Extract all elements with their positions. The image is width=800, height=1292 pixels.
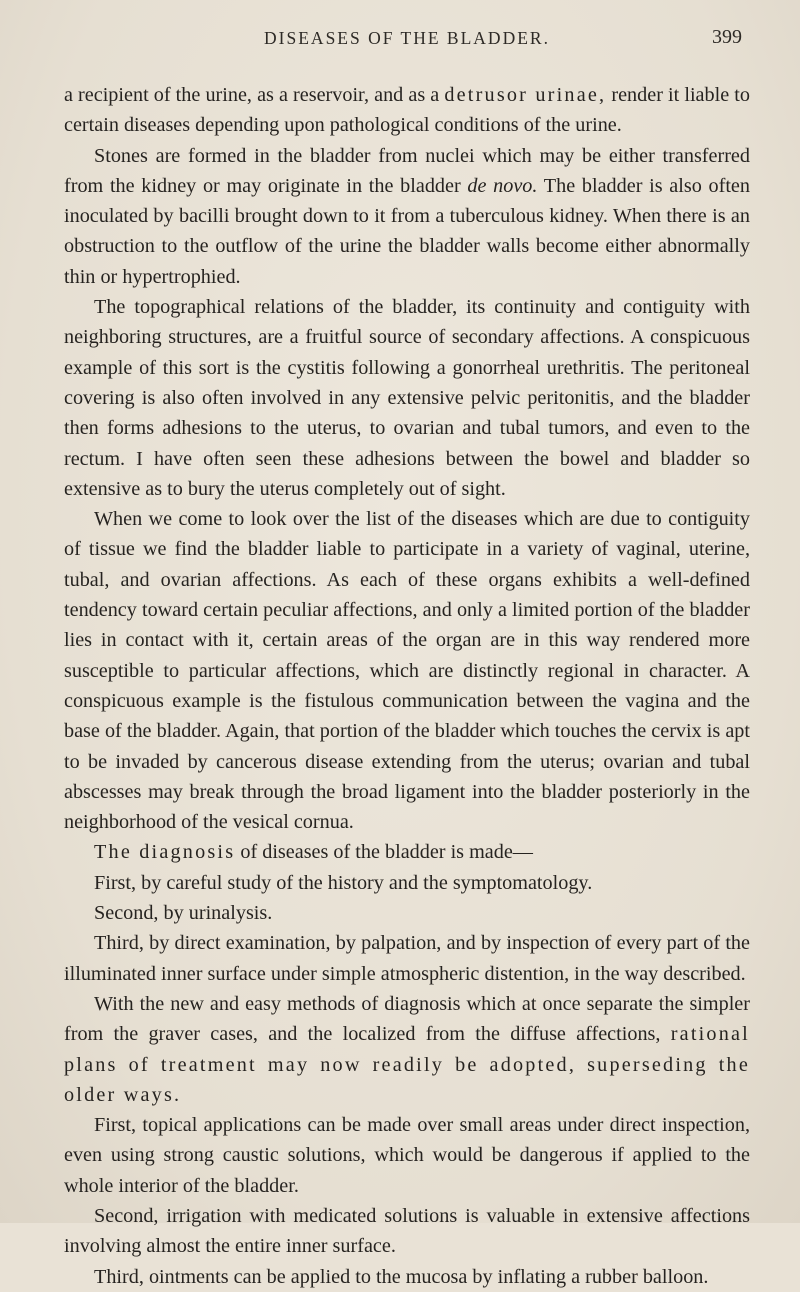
text-run: When we come to look over the list of the diseases which are due to contiguity of tissue we find the bladder liable to participate in a variety of vaginal, uterine, tubal, and ovarian affections. As each of these organs exhibits a well-defined tendency toward certain peculiar affections, and only a limited portion of the bladder lies in contact with it, certain areas of the organ are in this way rendered more susceptible to particular affections, which are distinctly regional in character. A conspicuous example is the fistulous communication between the vagina and the base of the bladder. Again, that portion of the bladder which touches the cervix is apt to be invaded by cancerous disease extending from the uterus; ovarian and tubal abscesses may break through the broad ligament into the bladder posteriorly in the neighborhood of the vesical cornua. — [64, 508, 750, 834]
text-run: Second, by urinalysis. — [94, 902, 273, 925]
italic-text-run: de novo. — [467, 174, 538, 197]
page-header-title: DISEASES OF THE BLADDER. — [264, 28, 550, 48]
text-run: The topographical relations of the bladder, its continuity and contiguity with neighboring structures, are a fruitful source of secondary affections. A conspicuous example of this sort is the cystitis following a gonorrheal urethritis. The peritoneal covering is also often involved in any extensive pelvic peritonitis, and the bladder then forms adhesions to the uterus, to ovarian and tubal tumors, and even to the rectum. I have often seen these adhesions between the bowel and bladder so extensive as to bury the uterus completely out of sight. — [64, 296, 750, 500]
text-run: Third, by direct examination, by palpation, and by inspection of every part of the illuminated inner surface under simple atmospheric distention, in the way described. — [64, 932, 750, 985]
paragraph — [64, 868, 750, 898]
paragraph — [64, 141, 750, 292]
text-run: Second, irrigation with medicated solutions is valuable in extensive affections involving almost the entire inner surface. — [64, 1204, 750, 1258]
running-head — [64, 28, 750, 66]
text-run: of diseases of the bladder is made— — [235, 841, 533, 864]
spaced-text-run: rational plans of treatment may now readily be adopted, superseding the older ways. — [64, 1023, 750, 1106]
text-run: First, topical applications can be made over small areas under direct inspection, even using strong caustic solutions, which would be dangerous if applied to the whole interior of the bladder. — [64, 1114, 750, 1197]
page-number: 399 — [712, 26, 742, 48]
paragraph — [64, 1262, 750, 1292]
paragraph — [64, 1110, 750, 1201]
text-run: Stones are formed in the bladder from nuclei which may be either transferred from the kidney or may originate in the bladder — [64, 144, 750, 197]
text-run: Third, ointments can be applied to the mucosa by inflating a rubber balloon. — [94, 1265, 709, 1288]
text-run: First, by careful study of the history and the symptomatology. — [94, 871, 593, 894]
text-run: With the new and easy methods of diagnosis which at once separate the simpler from the graver cases, and the localized from the diffuse affections, — [64, 992, 750, 1046]
paragraph — [64, 1201, 750, 1262]
text-run: render it liable to certain diseases depending upon pathological conditions of the urine. — [64, 84, 750, 137]
body-text — [64, 80, 750, 1292]
paragraph — [64, 837, 750, 867]
paragraph — [64, 928, 750, 989]
paragraph — [64, 292, 750, 504]
text-run: The bladder is also often inoculated by bacilli brought down to it from a tuberculous kidney. When there is an obstruction to the outflow of the urine the bladder walls become either abnormally thin or hypertrophied. — [64, 174, 750, 288]
paragraph — [64, 989, 750, 1110]
paragraph — [64, 504, 750, 837]
text-run: a recipient of the urine, as a reservoir, and as a — [64, 84, 445, 106]
paragraph — [64, 80, 750, 141]
paragraph — [64, 898, 750, 928]
spaced-text-run: The diagnosis — [94, 841, 236, 864]
spaced-text-run: detrusor urinae, — [444, 84, 607, 106]
